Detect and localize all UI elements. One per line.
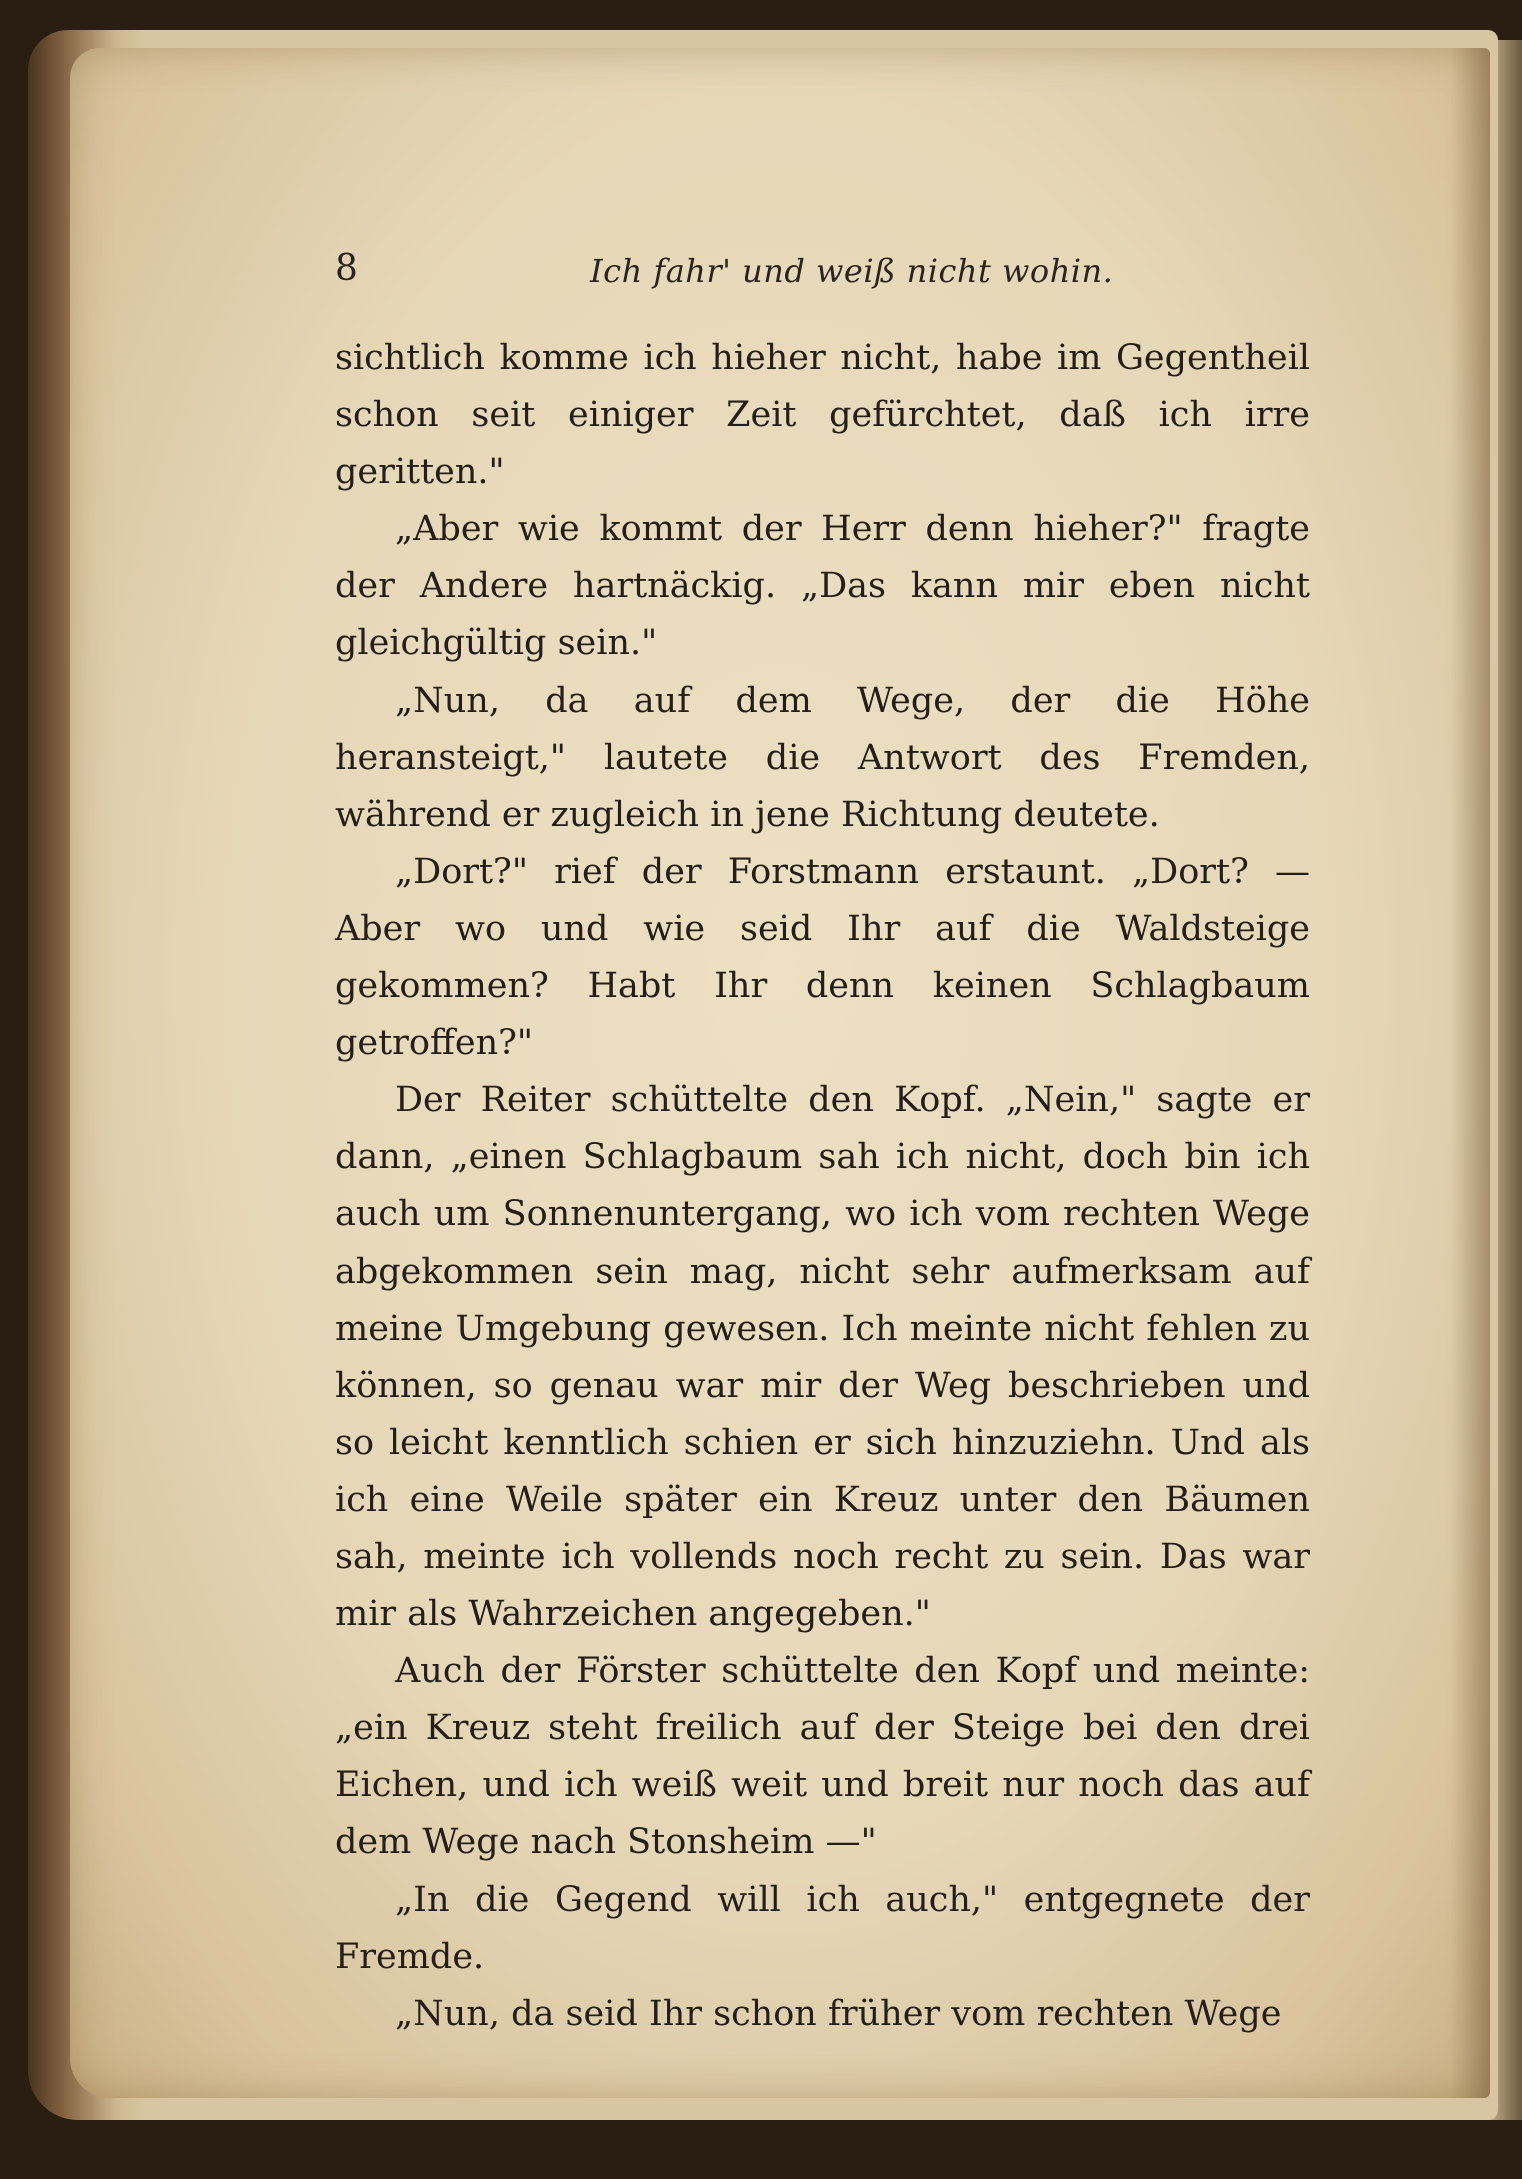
page-number: 8 [335,248,358,289]
paragraph: „Nun, da auf dem Wege, der die Höhe heransteigt," lautete die Antwort des Fremden, während er zugleich in jene Richtung deutete. [335,680,1310,835]
paragraph: „Nun, da seid Ihr schon früher vom rechten Wege [395,1993,1282,2034]
gutter-shadow [1450,48,1490,2098]
paragraph: sichtlich komme ich hieher nicht, habe im Gegentheil schon seit einiger Zeit gefürchtet, daß ich irre geritten." [335,338,1310,493]
paragraph: Auch der Förster schüttelte den Kopf und meinte: „ein Kreuz steht freilich auf der Steige bei den drei Eichen, und ich weiß weit und breit nur noch das auf dem Wege nach Stonsheim —" [335,1651,1310,1863]
paragraph: „In die Gegend will ich auch," entgegnete der Fremde. [335,1879,1310,1977]
body-text [335,330,1310,2043]
paragraph: Der Reiter schüttelte den Kopf. „Nein," sagte er dann, „einen Schlagbaum sah ich nicht, doch bin ich auch um Sonnenuntergang, wo ich vom rechten Wege abgekommen sein mag, nicht sehr aufmerksam auf meine Umgebung gewesen. Ich meinte nicht fehlen zu können, so genau war mir der Weg beschrieben und so leicht kenntlich schien er sich hinzuziehn. Und als ich eine Weile später ein Kreuz unter den Bäumen sah, meinte ich vollends noch recht zu sein. Das war mir als Wahrzeichen angegeben." [335,1080,1310,1635]
running-head [335,248,1315,298]
running-title: Ich fahr' und weiß nicht wohin. [590,252,1114,290]
paragraph: „Aber wie kommt der Herr denn hieher?" fragte der Andere hartnäckig. „Das kann mir eben nicht gleichgültig sein." [335,509,1310,664]
paragraph: „Dort?" rief der Forstmann erstaunt. „Dort? — Aber wo und wie seid Ihr auf die Waldsteige gekommen? Habt Ihr denn keinen Schlagbaum getroffen?" [335,851,1310,1064]
